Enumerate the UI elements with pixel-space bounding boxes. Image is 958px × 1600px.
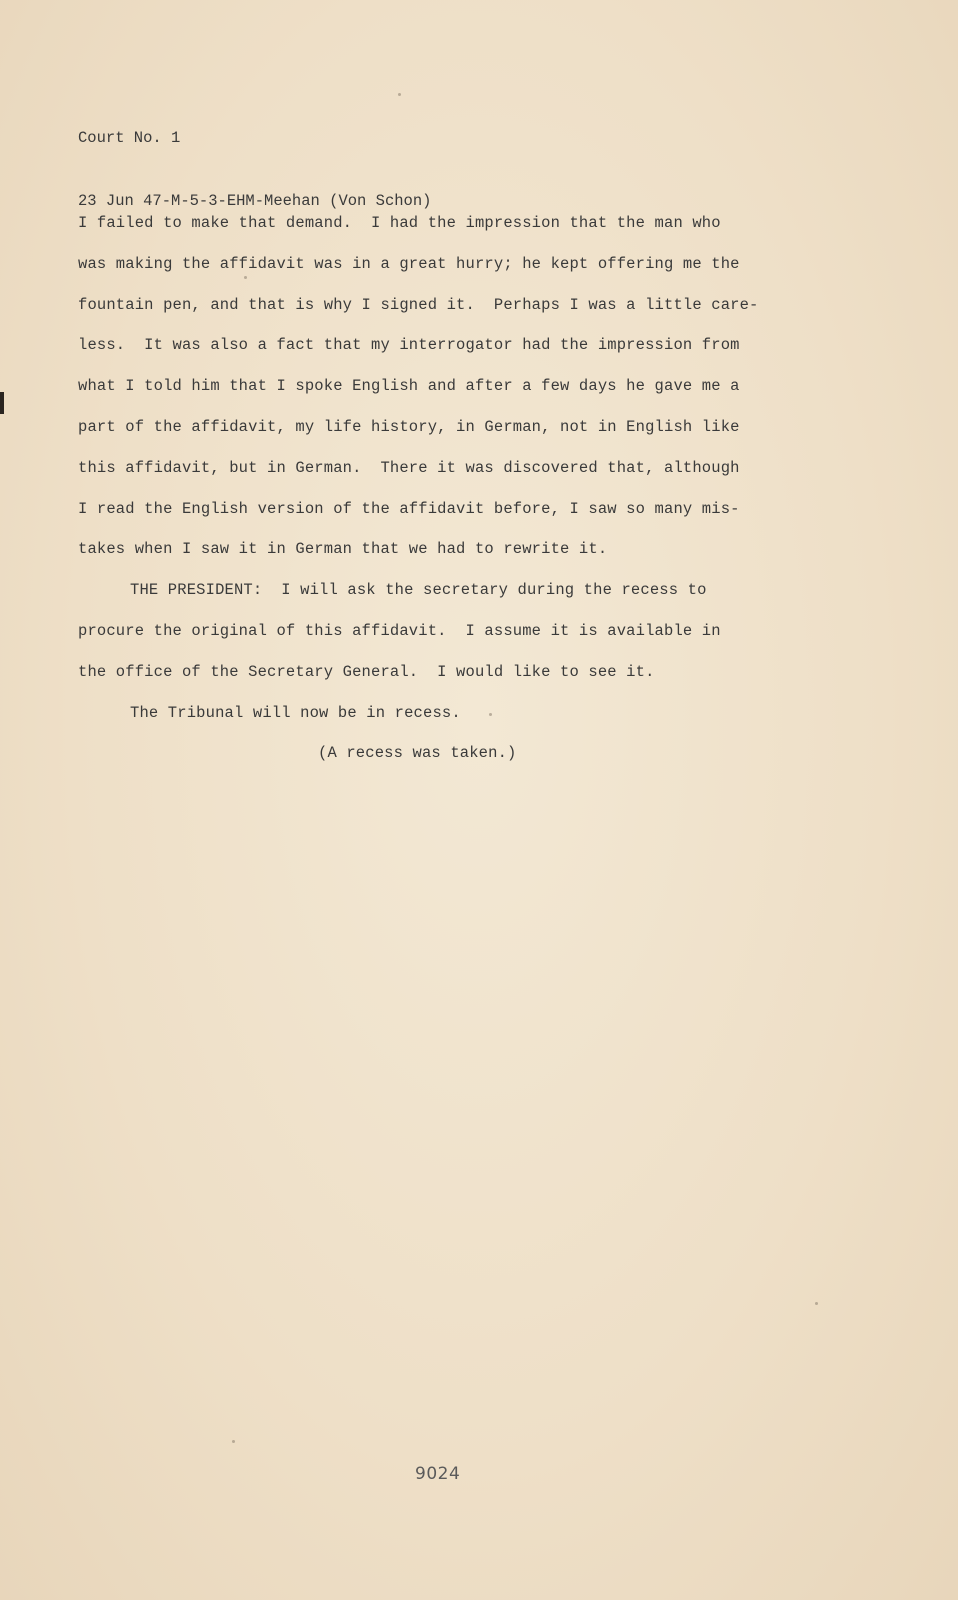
transcript-line: was making the affidavit was in a great hurry; he kept offering me the	[78, 254, 740, 273]
paper-speck	[489, 713, 492, 716]
transcript-line: part of the affidavit, my life history, in German, not in English like	[78, 417, 740, 436]
session-code: 23 Jun 47-M-5-3-EHM-Meehan (Von Schon)	[78, 192, 432, 210]
paper-speck	[398, 93, 401, 96]
transcript-body	[78, 203, 868, 774]
transcript-line: I read the English version of the affidavit before, I saw so many mis-	[78, 499, 740, 518]
paper-speck	[244, 276, 247, 279]
recess-note: (A recess was taken.)	[318, 744, 517, 763]
transcript-line: takes when I saw it in German that we had to rewrite it.	[78, 540, 608, 559]
transcript-line: the office of the Secretary General. I would like to see it.	[78, 662, 655, 681]
recess-announcement: The Tribunal will now be in recess.	[130, 703, 461, 722]
paper-speck	[815, 1302, 818, 1305]
paper-speck	[232, 1440, 235, 1443]
page-number: 9024	[415, 1464, 461, 1484]
binding-mark	[0, 392, 4, 414]
transcript-line: what I told him that I spoke English and after a few days he gave me a	[78, 377, 740, 396]
president-statement-line: THE PRESIDENT: I will ask the secretary during the recess to	[130, 581, 707, 600]
transcript-line: I failed to make that demand. I had the impression that the man who	[78, 214, 721, 232]
transcript-line: less. It was also a fact that my interrogator had the impression from	[78, 336, 740, 355]
transcript-line: procure the original of this affidavit. I assume it is available in	[78, 621, 721, 640]
transcript-line: fountain pen, and that is why I signed it. Perhaps I was a little care-	[78, 295, 759, 314]
transcript-line: this affidavit, but in German. There it was discovered that, although	[78, 458, 740, 477]
court-label: Court No. 1	[78, 129, 181, 147]
